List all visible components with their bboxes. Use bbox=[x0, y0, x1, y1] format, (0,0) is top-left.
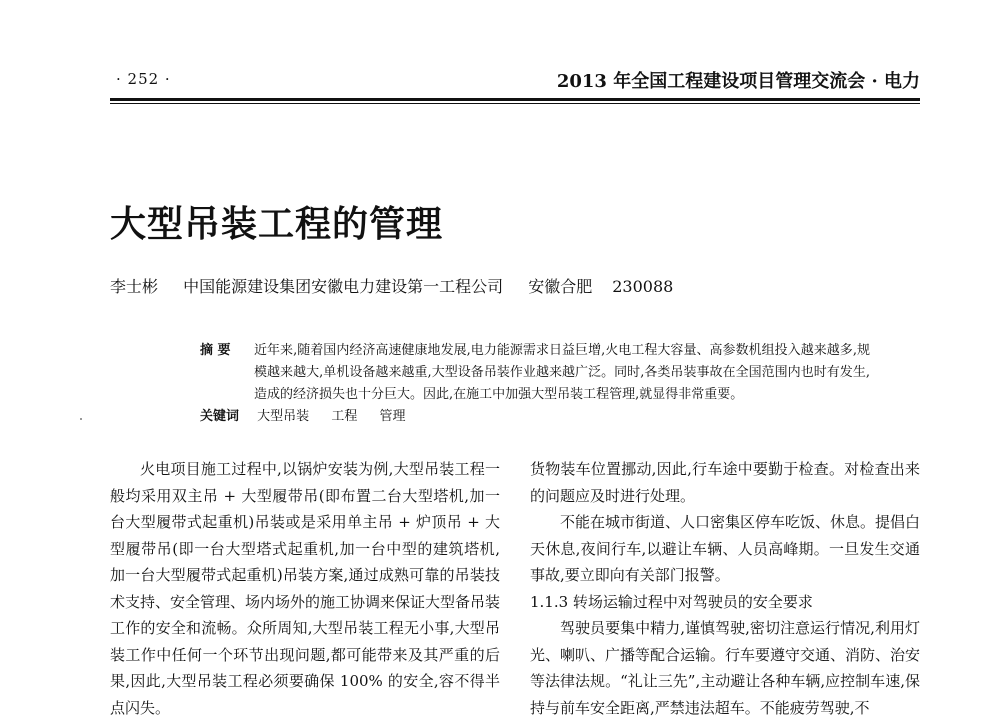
body-paragraph: 驾驶员要集中精力,谨慎驾驶,密切注意运行情况,利用灯光、喇叭、广播等配合运输。行车要遵守交通、消防、治安等法律法规。“礼让三先”,主动避让各种车辆,应控制车速,保持与前车安全距离,严禁违法超车。不能疲劳驾驶,不 bbox=[530, 619, 921, 717]
abstract-label: 摘 要 bbox=[200, 343, 231, 358]
body-paragraph: 不能在城市街道、人口密集区停车吃饭、休息。提倡白天休息,夜间行车,以避让车辆、人员高峰期。一旦发生交通事故,要立即向有关部门报警。 bbox=[530, 513, 921, 584]
keywords-line bbox=[200, 406, 900, 428]
abstract-text: 近年来,随着国内经济高速健康地发展,电力能源需求日益巨增,火电工程大容量、高参数机组投入越来越多,规模越来越大,单机设备越来越重,大型设备吊装作业越来越广泛。同时,各类吊装事故在全国范围内也时有发生,造成的经济损失也十分巨大。因此,在施工中加强大型吊装工程管理,就显得非常重要。 bbox=[254, 343, 870, 402]
author-line bbox=[110, 274, 693, 297]
keyword: 大型吊装 bbox=[257, 409, 310, 424]
running-header: 2013 年全国工程建设项目管理交流会 · 电力 bbox=[556, 71, 920, 92]
section-subheading: 1.1.3 转场运输过程中对驾驶员的安全要求 bbox=[530, 592, 813, 611]
header-rule bbox=[110, 98, 920, 104]
keywords-label: 关键词 bbox=[200, 409, 240, 424]
page-number: · 252 · bbox=[116, 70, 171, 88]
body-paragraph: 货物装车位置挪动,因此,行车途中要勤于检查。对检查出来的问题应及时进行处理。 bbox=[530, 460, 920, 505]
location: 安徽合肥 bbox=[528, 277, 593, 296]
keyword: 工程 bbox=[331, 409, 358, 424]
body-column-left bbox=[110, 456, 500, 721]
affiliation: 中国能源建设集团安徽电力建设第一工程公司 bbox=[183, 277, 504, 296]
keyword: 管理 bbox=[379, 409, 406, 424]
body-column-right bbox=[530, 456, 920, 721]
article-title: 大型吊装工程的管理 bbox=[110, 204, 444, 245]
abstract-block bbox=[200, 340, 870, 424]
postcode: 230088 bbox=[612, 277, 674, 296]
scan-speck bbox=[80, 418, 82, 420]
author-name: 李士彬 bbox=[110, 277, 159, 296]
body-paragraph: 火电项目施工过程中,以锅炉安装为例,大型吊装工程一般均采用双主吊 + 大型履带吊(即布置二台大型塔机,加一台大型履带式起重机)吊装或是采用单主吊 + 炉顶吊 + 大型履带吊(即一台大型塔式起重机,加一台中型的建筑塔机,加一台大型履带式起重机)吊装方案,通过成熟可靠的吊装技术支持、安全管理、场内场外的施工协调来保证大型备吊装工作的安全和流畅。众所周知,大型吊装工程无小事,大型吊装工作中任何一个环节出现问题,都可能带来及其严重的后果,因此,大型吊装工程必须要确保 100% 的安全,容不得半点闪失。 bbox=[110, 460, 501, 717]
